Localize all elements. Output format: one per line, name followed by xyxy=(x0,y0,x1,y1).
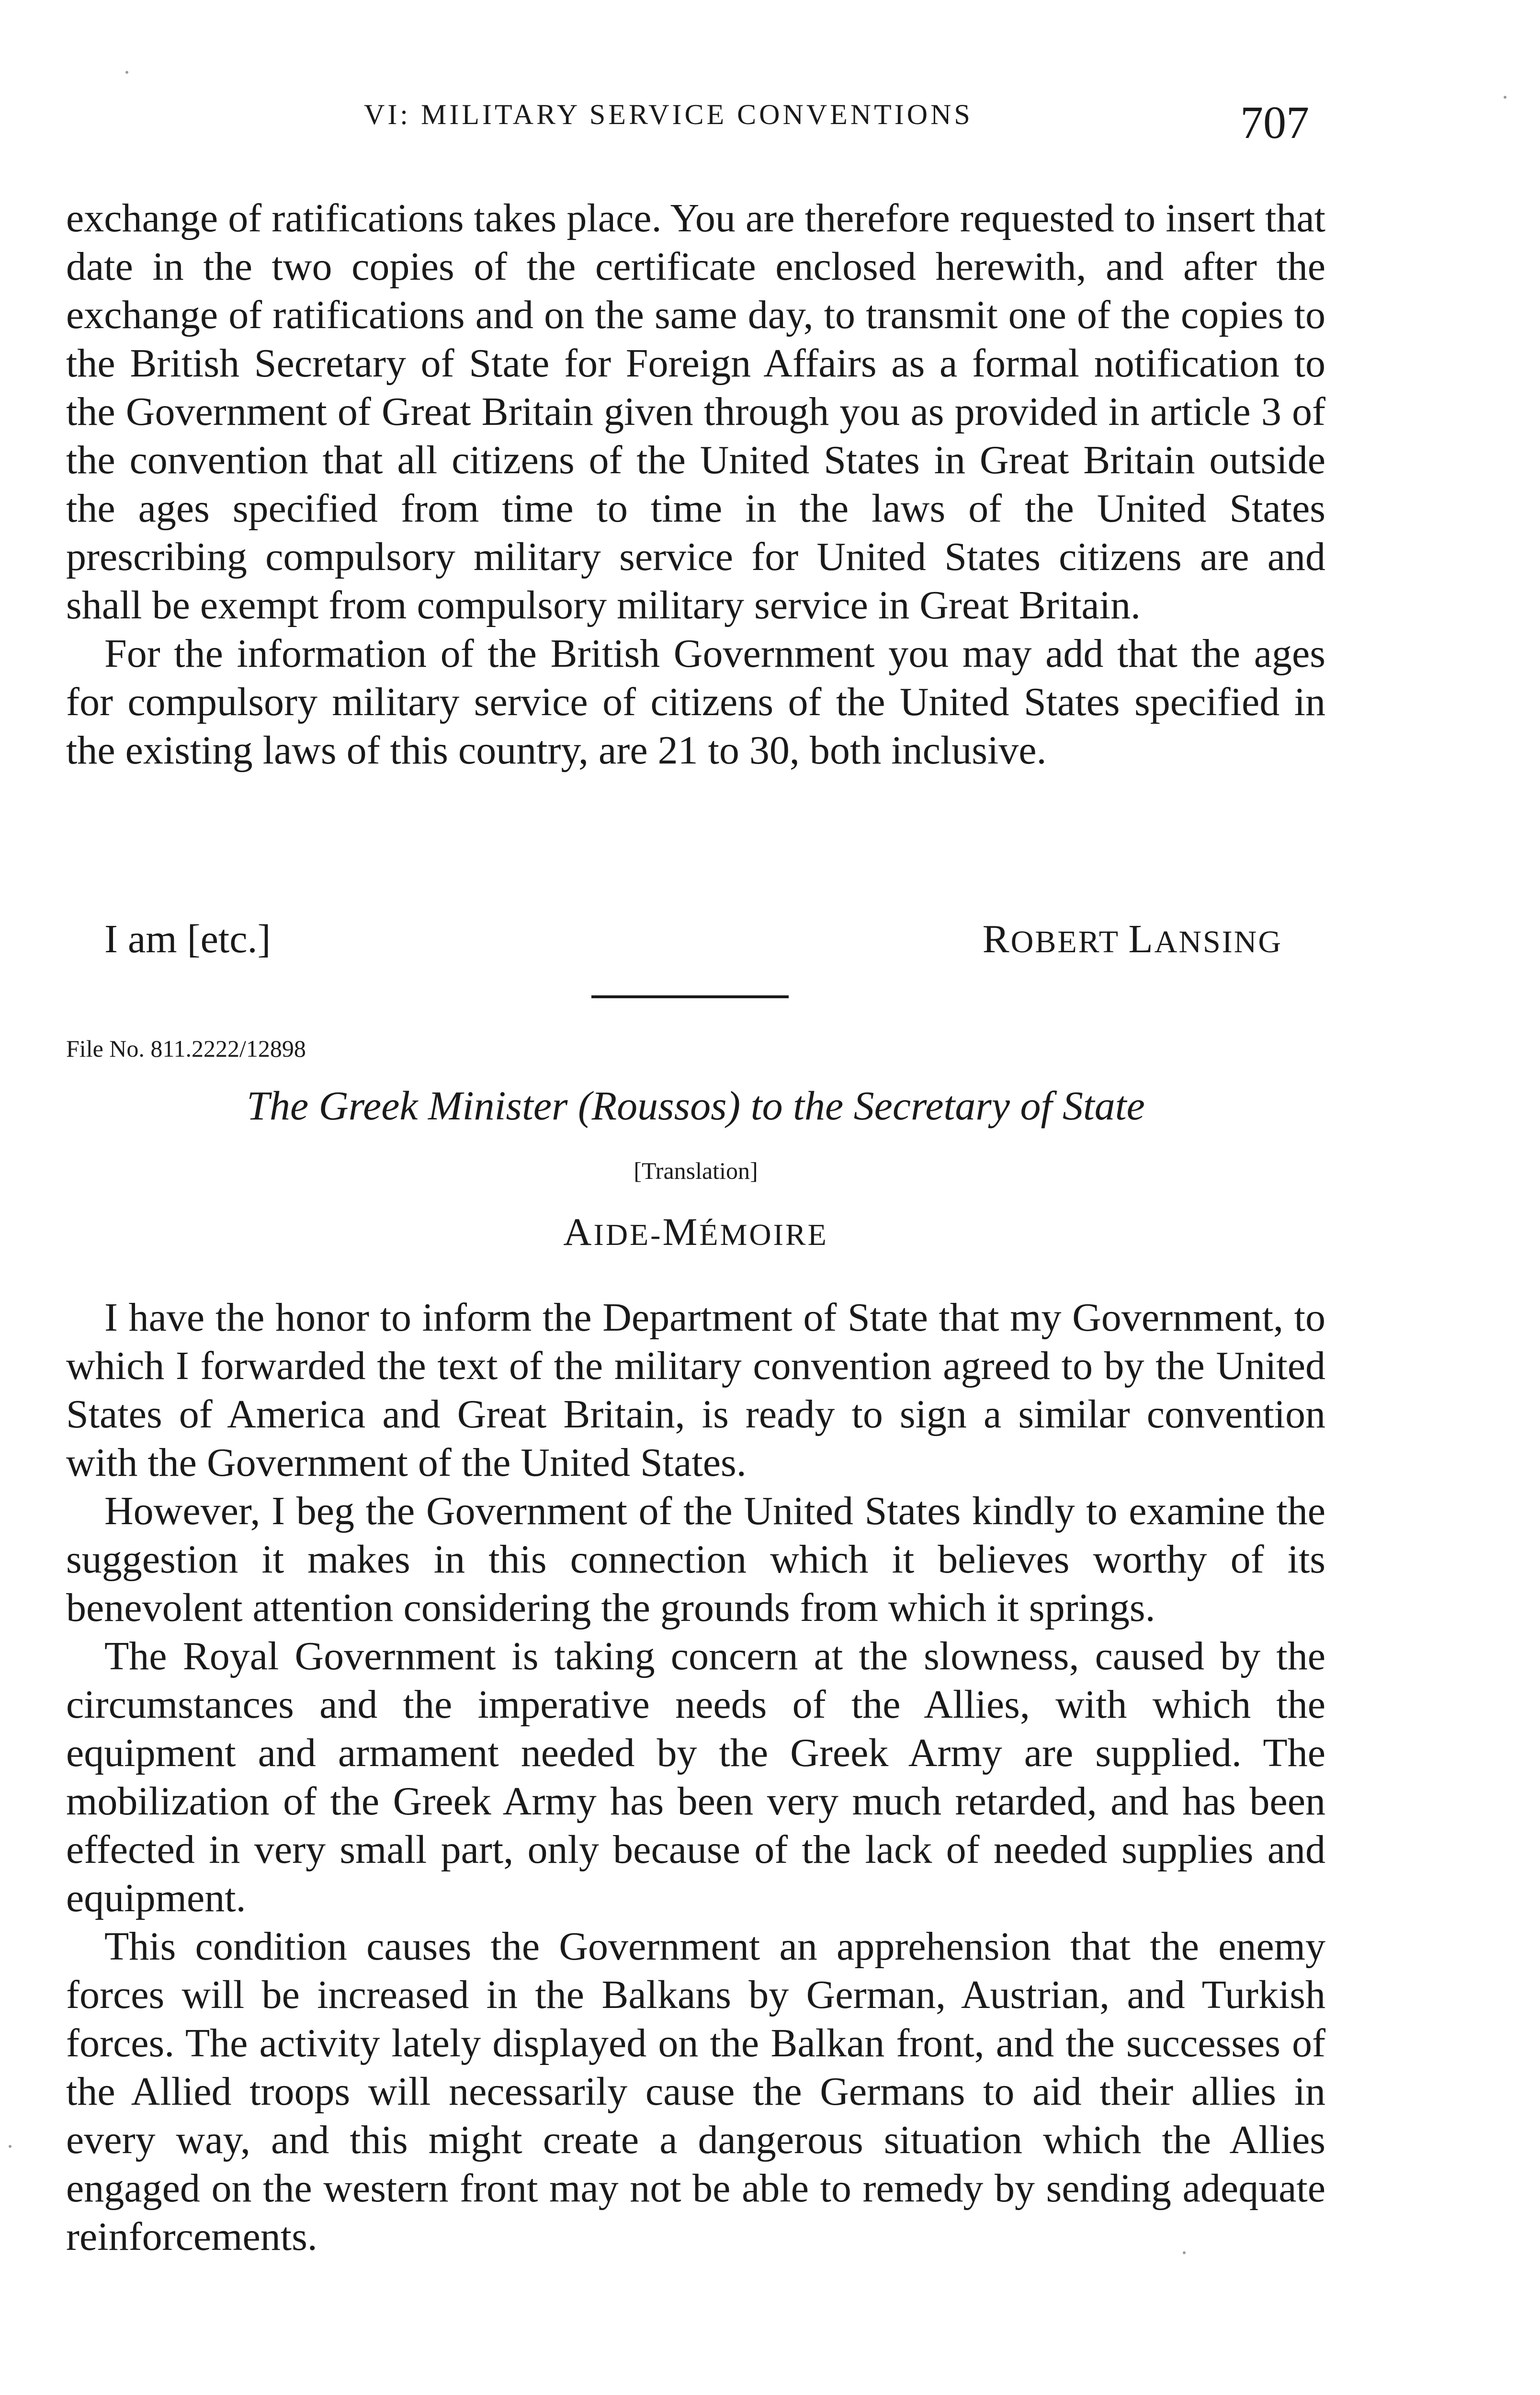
binding-dot xyxy=(1504,96,1506,99)
heading-rest-second: ÉMOIRE xyxy=(699,1218,828,1252)
aide-memoire-body xyxy=(66,1293,1325,2261)
binding-dot xyxy=(9,2145,11,2148)
letter-paragraph-1: exchange of ratifications takes place. You are therefore requested to insert that date in the two copies of the certificate enclosed herewith, and after the exchange of ratifications and on the same day, to transmit one of the copies to the British Secretary of State for Foreign Affairs as a formal notification to the Government of Great Britain given through you as provided in article 3 of the convention that all citizens of the United States in Great Britain outside the ages specified from time to time in the laws of the United States prescribing compulsory military service for United States citizens are and shall be exempt from compulsory military service in Great Britain. xyxy=(66,196,1325,627)
letter-paragraph-2: For the information of the British Government you may add that the ages for compulsory military service of citizens of the United States specified in the existing laws of this country, are 21 to 30, both inclusive. xyxy=(66,631,1325,773)
document-title: The Greek Minister (Roussos) to the Secretary of State xyxy=(247,1083,1145,1129)
translation-note: [Translation] xyxy=(634,1157,758,1184)
signature-rest-last: ANSING xyxy=(1154,924,1282,959)
signature-rest-first: OBERT xyxy=(1010,924,1119,959)
file-number: File No. 811.2222/12898 xyxy=(66,1035,306,1062)
section-divider xyxy=(591,995,789,998)
signature-initial-last: L xyxy=(1128,917,1155,961)
signature-initial-first: R xyxy=(982,917,1011,961)
aide-memoire-paragraph-3: The Royal Government is taking concern at the slowness, caused by the circumstances and the imperative needs of the Allies, with which the equipment and armament needed by the Greek Army are supplied. The mobilization of the Greek Army has been very much retarded, and has been effected in very small part, only because of the lack of needed supplies and equipment. xyxy=(66,1634,1325,1920)
letter-closing-line xyxy=(104,915,1282,963)
heading-initial-second: M xyxy=(662,1210,700,1254)
complimentary-close: I am [etc.] xyxy=(104,917,271,961)
aide-memoire-paragraph-2: However, I beg the Government of the United States kindly to examine the suggestion it makes in this connection which it believes worthy of its benevolent attention considering the grounds from which it springs. xyxy=(66,1489,1325,1630)
binding-dot xyxy=(125,71,128,74)
running-head: VI: MILITARY SERVICE CONVENTIONS xyxy=(364,99,973,130)
heading-rest-first: IDE- xyxy=(593,1218,663,1252)
letter-body xyxy=(66,194,1325,775)
signature xyxy=(983,915,1282,966)
page-number: 707 xyxy=(1240,97,1309,148)
document-heading xyxy=(0,1209,1392,1255)
aide-memoire-paragraph-4: This condition causes the Government an apprehension that the enemy forces will be increased in the Balkans by German, Austrian, and Turkish forces. The activity lately displayed on the Balkan front, and the successes of the Allied troops will necessarily cause the Germans to aid their allies in every way, and this might create a dangerous situation which the Allies engaged on the western front may not be able to remedy by sending adequate reinforcements. xyxy=(66,1924,1325,2259)
aide-memoire-paragraph-1: I have the honor to inform the Department of State that my Government, to which I forwarded the text of the military convention agreed to by the United States of America and Great Britain, is ready to sign a similar convention with the Government of the United States. xyxy=(66,1295,1325,1485)
binding-dot xyxy=(1183,2251,1186,2254)
heading-initial-first: A xyxy=(563,1210,594,1254)
